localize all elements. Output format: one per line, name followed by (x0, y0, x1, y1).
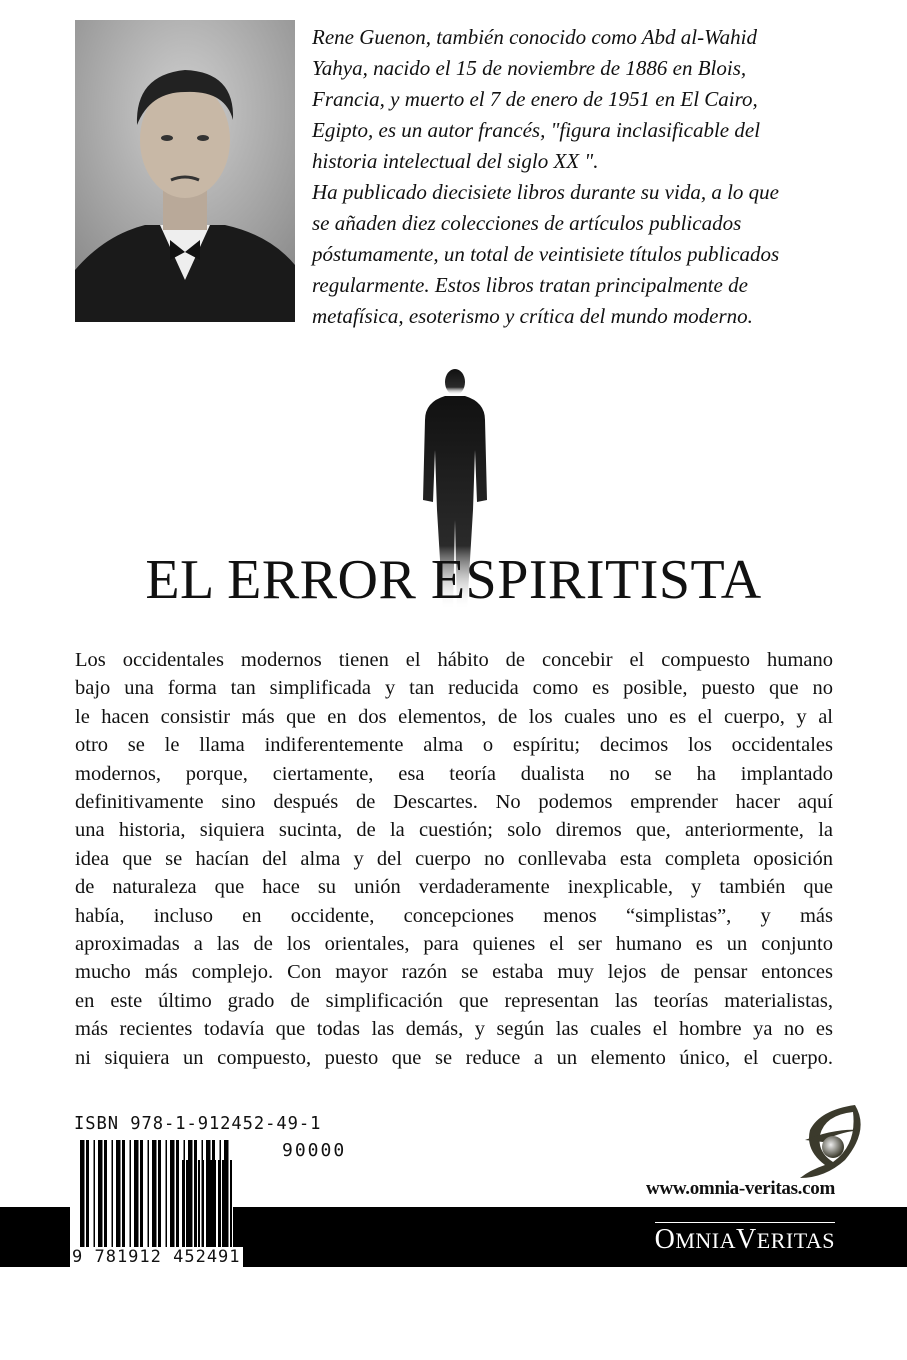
synopsis-line: bajo una forma tan simplificada y tan reducida como es posible, puesto que no (75, 677, 833, 700)
synopsis-line: aproximadas a las de los orientales, para quienes el ser humano es un conjunto (75, 933, 833, 956)
synopsis-line: definitivamente sino después de Descartes. No podemos emprender hacer aquí (75, 791, 833, 814)
publisher-url[interactable]: www.omnia-veritas.com (646, 1178, 835, 1199)
bio-line: Yahya, nacido el 15 de noviembre de 1886 en Blois, (312, 56, 747, 80)
brand-initial: O (654, 1224, 676, 1255)
bio-line: historia intelectual del siglo XX ". (312, 149, 599, 173)
barcode-bar (230, 1160, 232, 1248)
synopsis-line: más recientes todavía que todas las demás, y según las cuales el hombre ya no es (75, 1018, 833, 1041)
synopsis-line: Los occidentales modernos tienen el hábito de concebir el compuesto humano (75, 649, 833, 671)
barcode-bar (182, 1160, 185, 1248)
synopsis-line: en este último grado de simplificación que representan las teorías materialistas, (75, 989, 833, 1012)
bio-line: metafísica, esoterismo y crítica del mundo moderno. (312, 304, 753, 328)
barcode-bar (186, 1160, 188, 1248)
synopsis-line: de naturaleza que hace su unión verdaderamente inexplicable, y también que (75, 876, 833, 899)
barcode-bar (206, 1160, 209, 1248)
eye-logo-icon (775, 1100, 870, 1180)
brand-initial: V (736, 1224, 757, 1255)
barcode-bar (203, 1160, 204, 1248)
synopsis-line: mucho más complejo. Con mayor razón se estaba muy lejos de pensar entonces (75, 961, 833, 984)
synopsis-line: había, incluso en occidente, concepciones menos “simplistas”, y más (75, 904, 833, 927)
book-title: EL ERROR ESPIRITISTA (145, 549, 762, 611)
bio-line: Egipto, es un autor francés, "figura inclasificable del (312, 118, 761, 142)
author-bio (312, 22, 882, 332)
barcode-bar (215, 1160, 216, 1248)
synopsis-line: le hacen consistir más que en dos elementos, de los cuales uno es el cuerpo, y al (75, 705, 833, 728)
synopsis-line: una historia, siquiera sucinta, de la cuestión; solo diremos que, anteriormente, la (75, 819, 833, 842)
portrait-image (75, 20, 295, 322)
synopsis-line: ni siquiera un compuesto, puesto que se reduce a un elemento único, el cuerpo. (75, 1046, 833, 1069)
bio-line: se añaden diez colecciones de artículos publicados (312, 211, 742, 235)
footer-band-left (0, 1207, 70, 1267)
barcode-bar (194, 1160, 197, 1248)
bio-line: Francia, y muerto el 7 de enero de 1951 en El Cairo, (312, 87, 758, 111)
barcode-bar (222, 1160, 224, 1248)
barcode-bar (191, 1160, 192, 1248)
barcode-bar (218, 1160, 221, 1248)
bio-line: Ha publicado diecisiete libros durante su vida, a lo que (312, 180, 779, 204)
synopsis-line: idea que se hacían del alma y del cuerpo no conllevaba esta completa oposición (75, 847, 833, 870)
barcode-bar (210, 1160, 212, 1248)
barcode-addon-number: 90000 (282, 1140, 347, 1161)
synopsis-line: modernos, porque, ciertamente, esa teoría dualista no se ha implantado (75, 762, 833, 785)
author-portrait (75, 20, 295, 322)
bio-line: Rene Guenon, también conocido como Abd al-Wahid (312, 25, 757, 49)
barcode-addon (182, 1160, 232, 1248)
barcode-bar (198, 1160, 200, 1248)
book-synopsis (75, 646, 833, 1072)
publisher-logo-text (655, 1222, 835, 1256)
barcode-bar (227, 1160, 228, 1248)
bio-line: regularmente. Estos libros tratan principalmente de (312, 273, 748, 297)
brand-part: ERITAS (756, 1228, 835, 1253)
isbn-label: ISBN 978-1-912452-49-1 (74, 1113, 322, 1134)
ean-number: 9 781912 452491 (72, 1247, 241, 1267)
brand-part: MNIA (675, 1228, 737, 1253)
bio-line: póstumamente, un total de veintisiete títulos publicados (312, 242, 780, 266)
synopsis-line: otro se le llama indiferentemente alma o espíritu; decimos los occidentales (75, 734, 833, 757)
